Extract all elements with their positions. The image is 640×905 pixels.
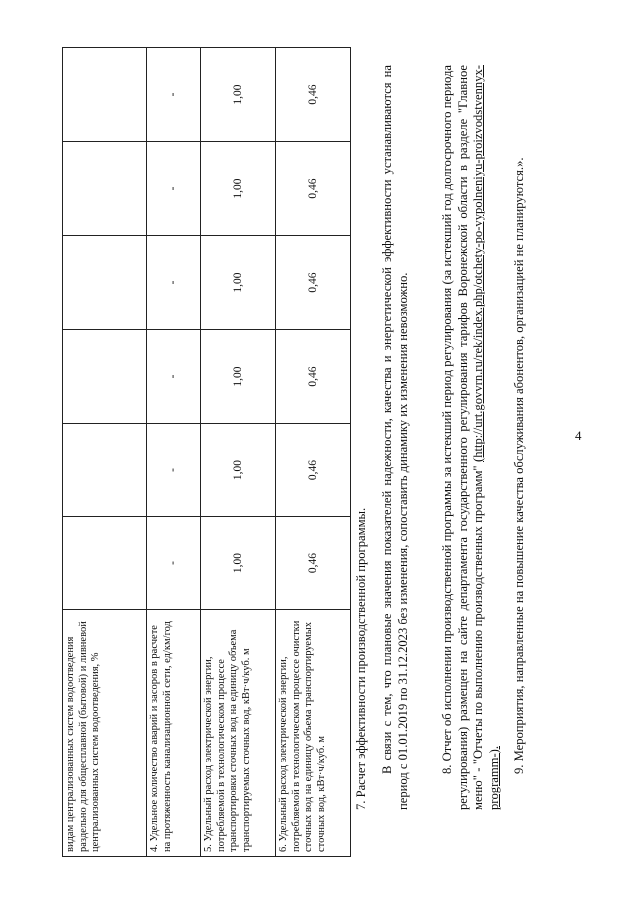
indicator-value: 0,46 [276,142,351,236]
indicator-value [63,142,147,236]
table-row [201,48,276,857]
indicator-value: 1,00 [201,330,276,424]
report-link[interactable]: (http://urt.govvrn.ru/rek/index.php/otchety-po-vypolneniyu-proizvodstvennyx-programm-). [471,65,501,810]
table-row [63,48,147,857]
indicator-label: 6. Удельный расход электрической энергии, потребляемой в технологическом процессе очистки сточных вод на единицу объема транспортируемых сточных вод, кВт·ч/куб. м [276,610,351,857]
section-9-body: 9. Мероприятия, направленные на повышение качества обслуживания абонентов, организацией не планируются.». [512,157,526,774]
indicator-value [63,517,147,610]
table-row [276,48,351,857]
indicator-label: 4. Удельное количество аварий и засоров в расчете на протяженность канализационной сети, ед/км/год [147,610,201,857]
indicator-value: 0,46 [276,517,351,610]
indicator-value: 0,46 [276,330,351,424]
indicator-value: - [147,424,201,517]
section-7-body: В связи с тем, что плановые значения показателей надежности, качества и энергетической эффективности устанавливаются на период с 01.01.2019 по 31.12.2023 без изменения, сопоставить динамику их изменения невозможно. [380,65,410,810]
indicator-value: 1,00 [201,48,276,142]
section-8-body [440,65,502,810]
indicator-value: 1,00 [201,142,276,236]
section-7-title: 7. Расчет эффективности производственной программы. [354,507,368,810]
indicator-value [63,330,147,424]
indicator-value: - [147,48,201,142]
table-row [147,48,201,857]
indicator-value: - [147,330,201,424]
indicator-value [63,236,147,330]
indicator-value: - [147,236,201,330]
indicator-value: - [147,517,201,610]
indicators-table [62,47,351,857]
indicator-value [63,48,147,142]
indicator-value: 1,00 [201,424,276,517]
indicator-label: видам централизованных систем водоотведения раздельно для общесплавной (бытовой) и ливневой централизованных систем водоотведения, % [63,610,147,857]
indicator-label: 5. Удельный расход электрической энергии, потребляемой в технологическом процессе транспортировки сточных вод на единицу объема транспортируемых сточных вод, кВт·ч/куб. м [201,610,276,857]
indicator-value: 1,00 [201,236,276,330]
indicator-value: 0,46 [276,48,351,142]
indicator-value: 0,46 [276,236,351,330]
section-8-text: 8. Отчет об исполнении производственной программы за истекший период регулирования (за истекший год долгосрочного периода регулирования) размещен на сайте департамента государственного регулирования тарифов Воронежской области в разделе "Главное меню" - "Отчеты по выполнению производственных программ" [440,65,485,810]
indicator-value: 0,46 [276,424,351,517]
indicator-value [63,424,147,517]
indicator-value: 1,00 [201,517,276,610]
indicator-value: - [147,142,201,236]
page-number: 4 [575,428,582,443]
